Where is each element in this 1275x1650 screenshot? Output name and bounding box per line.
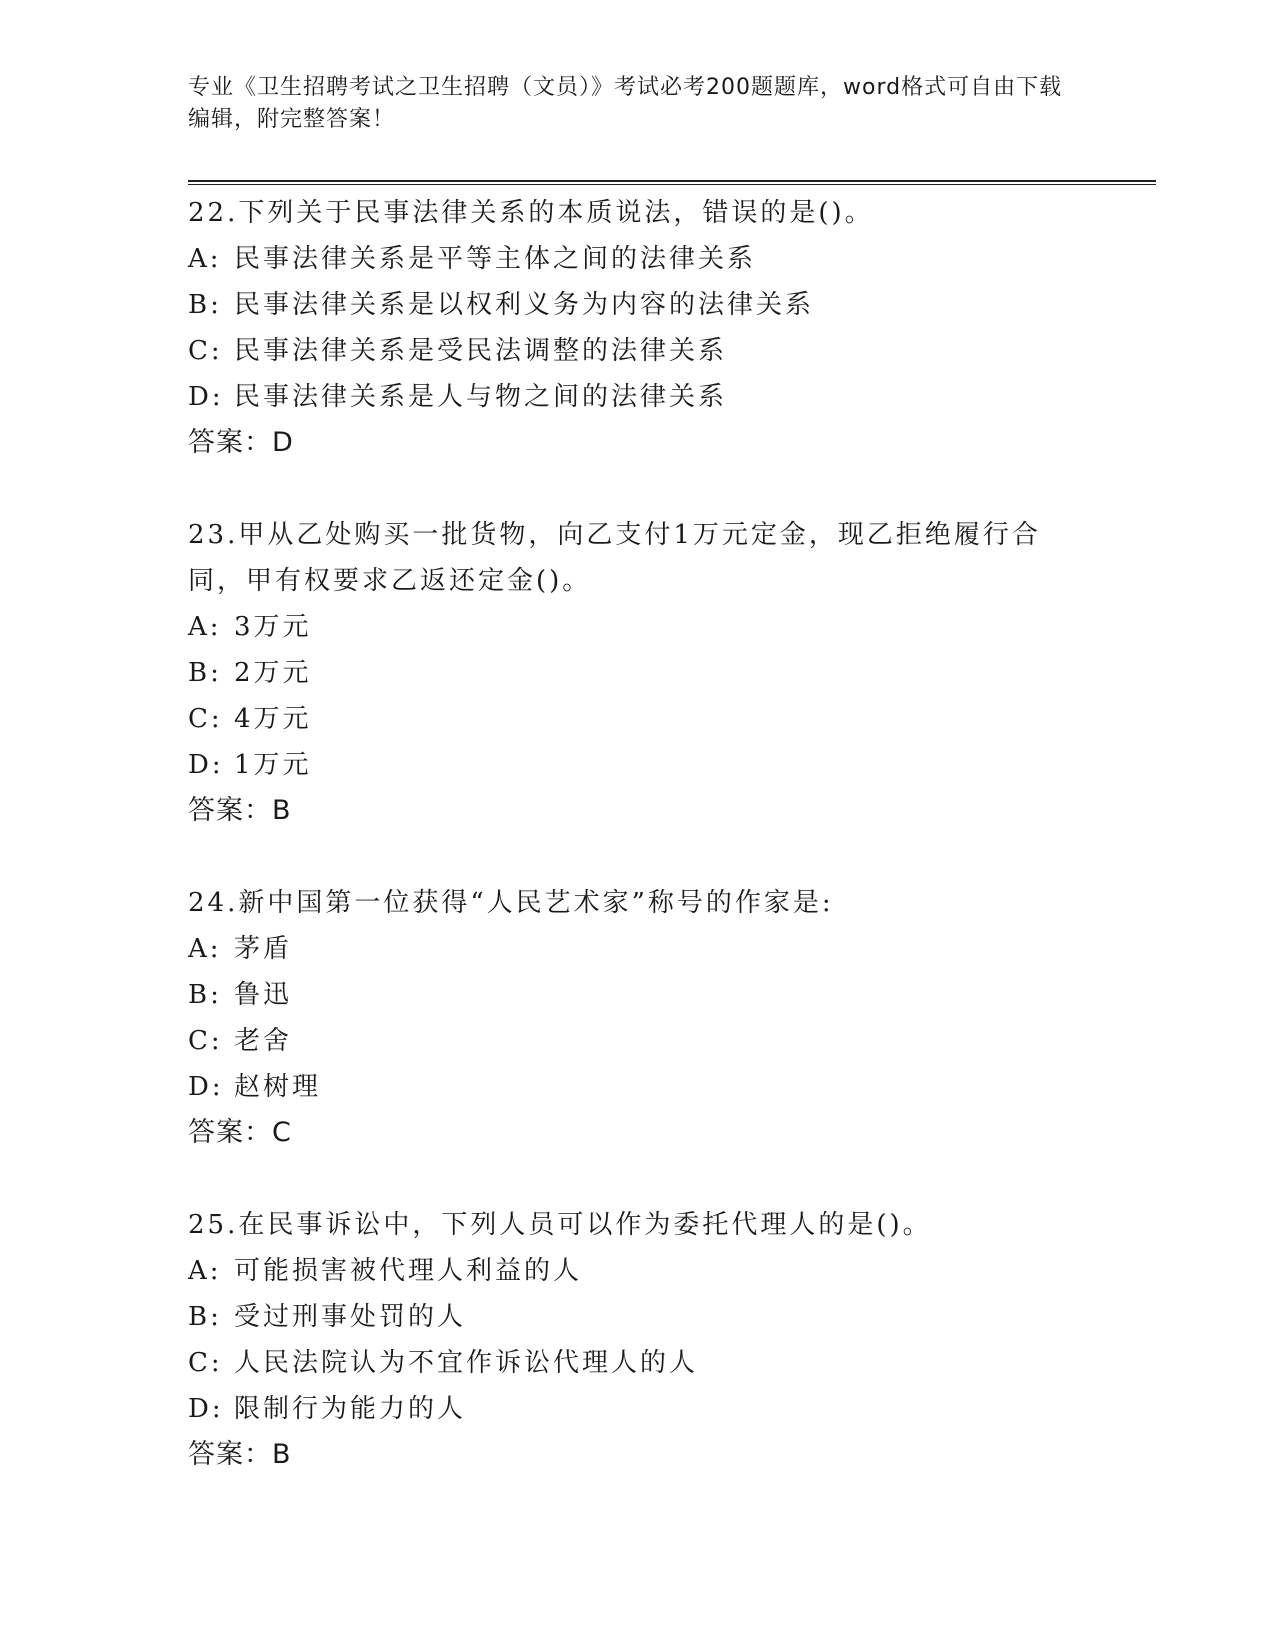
option-text: 限制行为能力的人 — [234, 1394, 467, 1424]
option-text: 民事法律关系是平等主体之间的法律关系 — [234, 244, 757, 274]
option-letter: A: — [188, 244, 222, 274]
option-letter: D: — [188, 1394, 224, 1424]
header-divider — [188, 180, 1156, 185]
option-text: 2万元 — [234, 658, 312, 688]
question-22 — [188, 190, 1088, 466]
answer-line: 答案：B — [188, 1439, 292, 1470]
option-b — [188, 650, 1088, 696]
option-text: 人民法院认为不宜作诉讼代理人的人 — [234, 1348, 699, 1378]
option-c — [188, 1018, 1088, 1064]
option-letter: C: — [188, 1348, 223, 1378]
question-stem: 24.新中国第一位获得“人民艺术家”称号的作家是: — [188, 888, 834, 918]
question-24 — [188, 880, 1088, 1156]
answer-line: 答案：B — [188, 795, 292, 826]
option-d — [188, 1064, 1088, 1110]
option-text: 民事法律关系是人与物之间的法律关系 — [234, 382, 728, 412]
option-text: 1万元 — [234, 750, 312, 780]
option-letter: D: — [188, 382, 224, 412]
option-d — [188, 1386, 1088, 1432]
option-letter: C: — [188, 336, 223, 366]
option-text: 赵树理 — [234, 1072, 322, 1102]
option-b — [188, 972, 1088, 1018]
option-c — [188, 328, 1088, 374]
answer-line: 答案：C — [188, 1117, 292, 1148]
option-letter: C: — [188, 1026, 223, 1056]
option-b — [188, 1294, 1088, 1340]
option-letter: A: — [188, 934, 222, 964]
option-a — [188, 604, 1088, 650]
option-text: 4万元 — [234, 704, 312, 734]
option-text: 茅盾 — [234, 934, 293, 964]
option-text: 鲁迅 — [234, 980, 293, 1010]
option-a — [188, 236, 1088, 282]
option-a — [188, 926, 1088, 972]
option-text: 老舍 — [234, 1026, 293, 1056]
option-text: 民事法律关系是以权利义务为内容的法律关系 — [234, 290, 815, 320]
option-letter: B: — [188, 658, 222, 688]
document-header: 专业《卫生招聘考试之卫生招聘（文员）》考试必考200题题库，word格式可自由下载编辑，附完整答案！ — [188, 75, 1063, 132]
option-d — [188, 742, 1088, 788]
question-stem: 23.甲从乙处购买一批货物，向乙支付1万元定金，现乙拒绝履行合同，甲有权要求乙返还定金()。 — [188, 520, 1041, 596]
option-letter: B: — [188, 290, 222, 320]
option-c — [188, 1340, 1088, 1386]
option-letter: B: — [188, 980, 222, 1010]
option-letter: D: — [188, 750, 224, 780]
option-b — [188, 282, 1088, 328]
option-text: 可能损害被代理人利益的人 — [234, 1256, 583, 1286]
option-letter: C: — [188, 704, 223, 734]
option-a — [188, 1248, 1088, 1294]
option-letter: A: — [188, 1256, 222, 1286]
option-d — [188, 374, 1088, 420]
option-text: 受过刑事处罚的人 — [234, 1302, 467, 1332]
option-text: 3万元 — [234, 612, 312, 642]
option-letter: B: — [188, 1302, 222, 1332]
option-letter: A: — [188, 612, 222, 642]
answer-line: 答案：D — [188, 427, 294, 458]
option-text: 民事法律关系是受民法调整的法律关系 — [234, 336, 728, 366]
option-c — [188, 696, 1088, 742]
question-25 — [188, 1202, 1088, 1478]
option-letter: D: — [188, 1072, 224, 1102]
question-23 — [188, 512, 1088, 834]
question-stem: 25.在民事诉讼中，下列人员可以作为委托代理人的是()。 — [188, 1210, 932, 1240]
question-list — [188, 190, 1088, 1524]
question-stem: 22.下列关于民事法律关系的本质说法，错误的是()。 — [188, 198, 874, 228]
